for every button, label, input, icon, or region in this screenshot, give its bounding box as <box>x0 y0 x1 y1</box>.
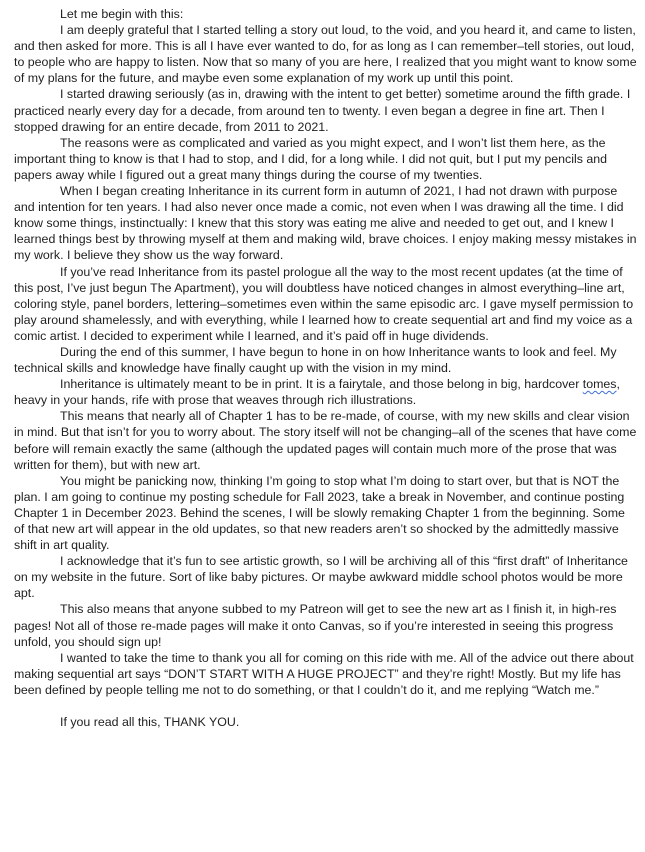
paragraph-archive: I acknowledge that it’s fun to see artistic growth, so I will be archiving all of this “first draft” of Inheritance on my website in the future. Sort of like baby pictures. Or maybe awkward middle school photos would be more apt. <box>14 554 628 601</box>
paragraph-summer: During the end of this summer, I have begun to hone in on how Inheritance wants to look and feel. My technical skills and knowledge have finally caught up with the vision in my mind. <box>14 344 617 376</box>
paragraph-drawing-history: I started drawing seriously (as in, drawing with the intent to get better) sometime around the fifth grade. I practiced nearly every day for a decade, from around ten to twenty. I even began a degree in fine art. Then I stopped drawing for an entire decade, from 2011 to 2021. <box>14 87 631 134</box>
paragraph-creating-inheritance: When I began creating Inheritance in its current form in autumn of 2021, I had not drawn with purpose and intention for ten years. I had also never once made a comic, not even when I was drawing all the time. I did know some things, instinctually: I knew that this story was eating me alive and needed to get out, and I knew I learned things best by throwing myself at them and making wild, brave choices. I enjoy making messy mistakes in my work. I believe they show us the way forward. <box>14 184 637 263</box>
paragraph-patreon: This also means that anyone subbed to my Patreon will get to see the new art as I finish it, in high-res pages! Not all of those re-made pages will make it onto Canvas, so if you’re interested in seeing this progress unfold, you should sign up! <box>14 602 617 649</box>
paragraph-reasons: The reasons were as complicated and varied as you might expect, and I won’t list them here, as the important thing to know is that I had to stop, and I did, for a long while. I did not quit, but I put my pencils and papers away while I figured out a great many things during the course of my twenties. <box>14 135 608 182</box>
paragraph-gratitude: I am deeply grateful that I started telling a story out loud, to the void, and you heard it, and came to listen, and then asked for more. This is all I have ever wanted to do, for as long as I can remember–tell stories, out loud, to people who are happy to listen. Now that so many of you are here, I realized that you might want to know some of my plans for the future, and maybe even some explanation of my work up until this point. <box>14 23 637 86</box>
paragraph-print <box>14 376 637 408</box>
paragraph-changes: If you’ve read Inheritance from its pastel prologue all the way to the most recent updates (at the time of this post, I’ve just begun The Apartment), you will doubtless have noticed changes in almost everything–line art, coloring style, panel borders, lettering–sometimes even within the same episodic arc. I gave myself permission to play around shamelessly, and with everything, while I learned how to create sequential art and find my voice as a comic artist. I decided to experiment while I learned, and it’s paid off in huge dividends. <box>14 264 634 343</box>
paragraph-remake: This means that nearly all of Chapter 1 has to be re-made, of course, with my new skills and clear vision in mind. But that isn’t for you to worry about. The story itself will not be changing–all of the scenes that have come before will remain exactly the same (although the updated pages will contain much more of the prose that was written for them), but with new art. <box>14 409 637 472</box>
spellcheck-flagged-word[interactable]: tomes <box>582 377 617 392</box>
paragraph-intro: Let me begin with this: <box>60 7 184 21</box>
paragraph-thanks: I wanted to take the time to thank you all for coming on this ride with me. All of the advice out there about making sequential art says “DON’T START WITH A HUGE PROJECT” and they’re right! Mostly. But my life has been defined by people telling me not to do something, or that I couldn’t do it, and me replying “Watch me.” <box>14 650 634 697</box>
print-text-before: Inheritance is ultimately meant to be in print. It is a fairytale, and those belong in big, hardcover <box>60 377 583 392</box>
blank-line <box>14 698 637 714</box>
paragraph-schedule: You might be panicking now, thinking I’m going to stop what I’m doing to start over, but that is NOT the plan. I am going to continue my posting schedule for Fall 2023, take a break in November, and continue posting Chapter 1 in December 2023. Behind the scenes, I will be slowly remaking Chapter 1 from the beginning. Some of that new art will appear in the old updates, so that new readers aren’t so shocked by the admittedly massive shift in art quality. <box>14 473 625 553</box>
print-text-after: , heavy in your hands, rife with prose that weaves through rich illustrations. <box>14 377 620 408</box>
paragraph-closing: If you read all this, THANK YOU. <box>60 715 240 730</box>
